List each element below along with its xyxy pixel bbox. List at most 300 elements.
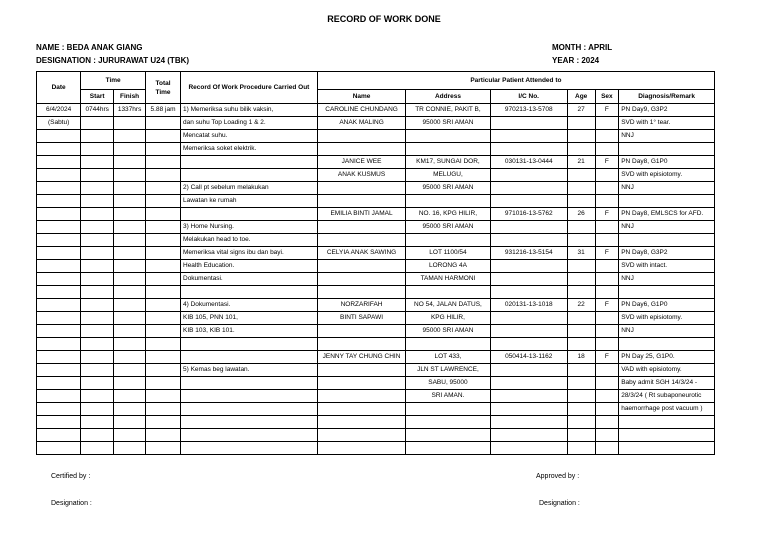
cell-address bbox=[406, 416, 490, 429]
cell-procedure bbox=[181, 429, 318, 442]
cell-ic-no: 020131-13-1018 bbox=[490, 299, 567, 312]
cell-start bbox=[81, 286, 114, 299]
table-row bbox=[37, 143, 715, 156]
header-sex: Sex bbox=[595, 90, 619, 104]
cell-total-time bbox=[146, 390, 181, 403]
cell-sex bbox=[595, 442, 619, 455]
cell-start bbox=[81, 351, 114, 364]
cell-date bbox=[37, 208, 81, 221]
staff-name: NAME : BEDA ANAK GIANG bbox=[36, 43, 143, 52]
cell-age bbox=[567, 221, 595, 234]
cell-finish bbox=[114, 221, 146, 234]
cell-sex bbox=[595, 325, 619, 338]
table-row bbox=[37, 403, 715, 416]
cell-finish bbox=[114, 117, 146, 130]
header-finish: Finish bbox=[114, 90, 146, 104]
table-row bbox=[37, 156, 715, 169]
cell-finish bbox=[114, 143, 146, 156]
table-row bbox=[37, 325, 715, 338]
cell-total-time bbox=[146, 377, 181, 390]
cell-total-time bbox=[146, 234, 181, 247]
cell-start bbox=[81, 182, 114, 195]
cell-total-time bbox=[146, 429, 181, 442]
cell-finish bbox=[114, 442, 146, 455]
cell-date bbox=[37, 260, 81, 273]
cell-age bbox=[567, 234, 595, 247]
table-row bbox=[37, 286, 715, 299]
cell-diagnosis: SVD with 1° tear. bbox=[619, 117, 715, 130]
cell-finish bbox=[114, 299, 146, 312]
cell-ic-no bbox=[490, 429, 567, 442]
cell-diagnosis: NNJ bbox=[619, 182, 715, 195]
cell-total-time bbox=[146, 442, 181, 455]
cell-total-time bbox=[146, 143, 181, 156]
header-patient-group: Particular Patient Attended to bbox=[317, 72, 714, 90]
cell-finish bbox=[114, 247, 146, 260]
cell-age bbox=[567, 169, 595, 182]
cell-start: 0744hrs bbox=[81, 104, 114, 117]
cell-ic-no bbox=[490, 182, 567, 195]
cell-age bbox=[567, 377, 595, 390]
cell-age bbox=[567, 338, 595, 351]
staff-designation: DESIGNATION : JURURAWAT U24 (TBK) bbox=[36, 56, 190, 65]
cell-patient-name bbox=[317, 195, 405, 208]
cell-finish bbox=[114, 403, 146, 416]
cell-procedure bbox=[181, 377, 318, 390]
cell-ic-no bbox=[490, 403, 567, 416]
cell-diagnosis: PN Day6, G1P0 bbox=[619, 299, 715, 312]
table-row bbox=[37, 312, 715, 325]
cell-ic-no bbox=[490, 234, 567, 247]
cell-age bbox=[567, 260, 595, 273]
cell-start bbox=[81, 377, 114, 390]
cell-finish bbox=[114, 182, 146, 195]
cell-address: KM17, SUNGAI DOR, bbox=[406, 156, 490, 169]
table-row bbox=[37, 429, 715, 442]
cell-procedure: Dokumentasi. bbox=[181, 273, 318, 286]
cell-date bbox=[37, 273, 81, 286]
cell-finish bbox=[114, 195, 146, 208]
cell-start bbox=[81, 208, 114, 221]
cell-total-time bbox=[146, 286, 181, 299]
cell-age bbox=[567, 143, 595, 156]
cell-patient-name: NORZARIFAH bbox=[317, 299, 405, 312]
cell-date bbox=[37, 351, 81, 364]
cell-total-time bbox=[146, 351, 181, 364]
cell-date bbox=[37, 403, 81, 416]
cell-finish bbox=[114, 338, 146, 351]
cell-diagnosis bbox=[619, 234, 715, 247]
cell-patient-name bbox=[317, 273, 405, 286]
cell-address bbox=[406, 234, 490, 247]
cell-address: LORONG 4A bbox=[406, 260, 490, 273]
table-row bbox=[37, 416, 715, 429]
cell-sex bbox=[595, 286, 619, 299]
cell-address bbox=[406, 338, 490, 351]
cell-patient-name bbox=[317, 390, 405, 403]
table-row bbox=[37, 234, 715, 247]
cell-ic-no bbox=[490, 273, 567, 286]
cell-procedure bbox=[181, 156, 318, 169]
cell-ic-no: 970213-13-5708 bbox=[490, 104, 567, 117]
cell-sex bbox=[595, 338, 619, 351]
header-ic-no: I/C No. bbox=[490, 90, 567, 104]
cell-date bbox=[37, 182, 81, 195]
table-row bbox=[37, 117, 715, 130]
cell-date bbox=[37, 156, 81, 169]
cell-start bbox=[81, 247, 114, 260]
cell-diagnosis: NNJ bbox=[619, 221, 715, 234]
cell-ic-no bbox=[490, 312, 567, 325]
cell-sex: F bbox=[595, 104, 619, 117]
cell-ic-no bbox=[490, 169, 567, 182]
cell-date bbox=[37, 377, 81, 390]
cell-diagnosis: NNJ bbox=[619, 130, 715, 143]
cell-address: TAMAN HARMONI bbox=[406, 273, 490, 286]
cell-total-time bbox=[146, 169, 181, 182]
cell-address bbox=[406, 195, 490, 208]
cell-sex bbox=[595, 182, 619, 195]
approved-by-label: Approved by : bbox=[536, 473, 580, 480]
cell-address: 95000 SRI AMAN bbox=[406, 325, 490, 338]
cell-age: 27 bbox=[567, 104, 595, 117]
cell-patient-name: JANICE WEE bbox=[317, 156, 405, 169]
cell-total-time bbox=[146, 364, 181, 377]
cell-sex bbox=[595, 234, 619, 247]
cell-diagnosis: NNJ bbox=[619, 273, 715, 286]
cell-procedure bbox=[181, 169, 318, 182]
cell-address: NO 54, JALAN DATUS, bbox=[406, 299, 490, 312]
page-title: RECORD OF WORK DONE bbox=[327, 14, 441, 24]
cell-ic-no bbox=[490, 442, 567, 455]
cell-date: 6/4/2024 bbox=[37, 104, 81, 117]
table-row bbox=[37, 442, 715, 455]
header-diagnosis: Diagnosis/Remark bbox=[619, 90, 715, 104]
cell-procedure bbox=[181, 351, 318, 364]
cell-age bbox=[567, 182, 595, 195]
cell-ic-no bbox=[490, 117, 567, 130]
cell-total-time bbox=[146, 403, 181, 416]
cell-date bbox=[37, 286, 81, 299]
cell-date bbox=[37, 312, 81, 325]
cell-start bbox=[81, 260, 114, 273]
cell-total-time bbox=[146, 182, 181, 195]
cell-finish bbox=[114, 260, 146, 273]
cell-ic-no bbox=[490, 195, 567, 208]
cell-date bbox=[37, 442, 81, 455]
cell-patient-name bbox=[317, 182, 405, 195]
cell-ic-no: 030131-13-0444 bbox=[490, 156, 567, 169]
table-row bbox=[37, 377, 715, 390]
cell-start bbox=[81, 156, 114, 169]
cell-age bbox=[567, 429, 595, 442]
cell-total-time bbox=[146, 195, 181, 208]
cell-date bbox=[37, 429, 81, 442]
cell-diagnosis bbox=[619, 338, 715, 351]
cell-ic-no bbox=[490, 130, 567, 143]
cell-ic-no bbox=[490, 325, 567, 338]
cell-total-time bbox=[146, 416, 181, 429]
cell-start bbox=[81, 403, 114, 416]
cell-finish bbox=[114, 169, 146, 182]
cell-finish bbox=[114, 208, 146, 221]
cell-age: 26 bbox=[567, 208, 595, 221]
cell-start bbox=[81, 169, 114, 182]
cell-address: TR CONNIE, PAKIT B, bbox=[406, 104, 490, 117]
cell-patient-name: JENNY TAY CHUNG CHIN bbox=[317, 351, 405, 364]
cell-sex bbox=[595, 143, 619, 156]
table-row bbox=[37, 260, 715, 273]
table-row bbox=[37, 221, 715, 234]
cell-address: LOT 1100/54 bbox=[406, 247, 490, 260]
cell-date bbox=[37, 299, 81, 312]
cell-sex bbox=[595, 221, 619, 234]
cell-diagnosis: PN Day8, G3P2 bbox=[619, 247, 715, 260]
cell-age bbox=[567, 273, 595, 286]
table-row bbox=[37, 390, 715, 403]
cell-finish bbox=[114, 351, 146, 364]
cell-address: KPG HILIR, bbox=[406, 312, 490, 325]
header-patient-name: Name bbox=[317, 90, 405, 104]
cell-start bbox=[81, 364, 114, 377]
cell-diagnosis: NNJ bbox=[619, 325, 715, 338]
cell-procedure: Mencatat suhu. bbox=[181, 130, 318, 143]
cell-procedure: Memeriksa soket elektrik. bbox=[181, 143, 318, 156]
cell-age: 21 bbox=[567, 156, 595, 169]
cell-start bbox=[81, 429, 114, 442]
cell-sex bbox=[595, 429, 619, 442]
cell-ic-no: 050414-13-1162 bbox=[490, 351, 567, 364]
cell-procedure: KIB 105, PNN 101, bbox=[181, 312, 318, 325]
table-row bbox=[37, 169, 715, 182]
cell-age: 31 bbox=[567, 247, 595, 260]
cell-patient-name bbox=[317, 442, 405, 455]
cell-total-time bbox=[146, 117, 181, 130]
table-row bbox=[37, 104, 715, 117]
cell-finish bbox=[114, 273, 146, 286]
cell-procedure: KIB 103, KIB 101. bbox=[181, 325, 318, 338]
cell-date bbox=[37, 169, 81, 182]
cell-procedure: 3) Home Nursing. bbox=[181, 221, 318, 234]
cell-start bbox=[81, 117, 114, 130]
work-record-table bbox=[36, 71, 715, 455]
cell-diagnosis: PN Day8, G1P0 bbox=[619, 156, 715, 169]
cell-diagnosis: SVD with episiotomy. bbox=[619, 312, 715, 325]
cell-date bbox=[37, 143, 81, 156]
cell-patient-name bbox=[317, 325, 405, 338]
cell-diagnosis: VAD with episiotomy. bbox=[619, 364, 715, 377]
cell-age: 18 bbox=[567, 351, 595, 364]
cell-procedure: Health Education. bbox=[181, 260, 318, 273]
cell-ic-no bbox=[490, 338, 567, 351]
cell-patient-name bbox=[317, 221, 405, 234]
cell-total-time bbox=[146, 260, 181, 273]
cell-sex bbox=[595, 169, 619, 182]
cell-finish bbox=[114, 325, 146, 338]
cell-patient-name bbox=[317, 130, 405, 143]
cell-date bbox=[37, 247, 81, 260]
table-row bbox=[37, 208, 715, 221]
cell-finish bbox=[114, 390, 146, 403]
cell-finish bbox=[114, 130, 146, 143]
cell-diagnosis: Baby admit SGH 14/3/24 - bbox=[619, 377, 715, 390]
cell-ic-no bbox=[490, 390, 567, 403]
cell-ic-no: 971016-13-5762 bbox=[490, 208, 567, 221]
cell-start bbox=[81, 195, 114, 208]
cell-patient-name: ANAK MALING bbox=[317, 117, 405, 130]
cell-address bbox=[406, 130, 490, 143]
cell-ic-no bbox=[490, 286, 567, 299]
cell-address: MELUGU, bbox=[406, 169, 490, 182]
cell-date bbox=[37, 234, 81, 247]
cell-finish bbox=[114, 377, 146, 390]
cell-age bbox=[567, 325, 595, 338]
cell-age: 22 bbox=[567, 299, 595, 312]
cell-finish bbox=[114, 156, 146, 169]
cell-ic-no bbox=[490, 260, 567, 273]
table-row bbox=[37, 247, 715, 260]
cell-start bbox=[81, 234, 114, 247]
cell-patient-name bbox=[317, 429, 405, 442]
cell-ic-no bbox=[490, 377, 567, 390]
cell-patient-name bbox=[317, 338, 405, 351]
table-row bbox=[37, 338, 715, 351]
cell-finish: 1337hrs bbox=[114, 104, 146, 117]
table-row bbox=[37, 273, 715, 286]
table-row bbox=[37, 195, 715, 208]
cell-address: SABU, 95000 bbox=[406, 377, 490, 390]
cell-diagnosis: SVD with episiotomy. bbox=[619, 169, 715, 182]
cell-diagnosis bbox=[619, 286, 715, 299]
cell-procedure: dan suhu Top Loading 1 & 2. bbox=[181, 117, 318, 130]
cell-diagnosis bbox=[619, 429, 715, 442]
cell-patient-name bbox=[317, 403, 405, 416]
cell-patient-name: BINTI SAPAWI bbox=[317, 312, 405, 325]
cell-sex bbox=[595, 364, 619, 377]
cell-start bbox=[81, 299, 114, 312]
cell-address: JLN ST LAWRENCE, bbox=[406, 364, 490, 377]
header-total-time: Total Time bbox=[146, 72, 181, 104]
cell-finish bbox=[114, 429, 146, 442]
cell-total-time bbox=[146, 208, 181, 221]
cell-sex: F bbox=[595, 208, 619, 221]
header-start: Start bbox=[81, 90, 114, 104]
cell-patient-name: CAROLINE CHUNDANG bbox=[317, 104, 405, 117]
cell-age bbox=[567, 442, 595, 455]
cell-finish bbox=[114, 312, 146, 325]
cell-patient-name bbox=[317, 286, 405, 299]
table-row bbox=[37, 364, 715, 377]
cell-age bbox=[567, 390, 595, 403]
cell-diagnosis bbox=[619, 143, 715, 156]
designation-left-label: Designation : bbox=[51, 500, 92, 507]
cell-sex: F bbox=[595, 247, 619, 260]
cell-start bbox=[81, 143, 114, 156]
certified-by-label: Certified by : bbox=[51, 473, 91, 480]
cell-total-time: 5.88 jam bbox=[146, 104, 181, 117]
cell-total-time bbox=[146, 325, 181, 338]
header-address: Address bbox=[406, 90, 490, 104]
cell-diagnosis: haemorrhage post vacuum ) bbox=[619, 403, 715, 416]
header-time: Time bbox=[81, 72, 146, 90]
cell-ic-no bbox=[490, 221, 567, 234]
cell-start bbox=[81, 325, 114, 338]
cell-procedure: 4) Dokumentasi. bbox=[181, 299, 318, 312]
cell-patient-name: CELYIA ANAK SAWING bbox=[317, 247, 405, 260]
cell-sex bbox=[595, 403, 619, 416]
cell-patient-name bbox=[317, 234, 405, 247]
cell-start bbox=[81, 416, 114, 429]
cell-age bbox=[567, 286, 595, 299]
cell-ic-no bbox=[490, 364, 567, 377]
cell-sex: F bbox=[595, 351, 619, 364]
designation-right-label: Designation : bbox=[539, 500, 580, 507]
cell-procedure: Lawatan ke rumah bbox=[181, 195, 318, 208]
cell-age bbox=[567, 416, 595, 429]
cell-age bbox=[567, 364, 595, 377]
table-row bbox=[37, 299, 715, 312]
cell-finish bbox=[114, 364, 146, 377]
cell-patient-name bbox=[317, 377, 405, 390]
cell-date bbox=[37, 221, 81, 234]
cell-address: 95000 SRI AMAN bbox=[406, 182, 490, 195]
cell-start bbox=[81, 130, 114, 143]
cell-patient-name bbox=[317, 260, 405, 273]
cell-total-time bbox=[146, 338, 181, 351]
cell-diagnosis bbox=[619, 195, 715, 208]
cell-patient-name bbox=[317, 416, 405, 429]
cell-procedure: Memeriksa vital signs ibu dan bayi. bbox=[181, 247, 318, 260]
cell-total-time bbox=[146, 247, 181, 260]
cell-address: LOT 433, bbox=[406, 351, 490, 364]
cell-sex bbox=[595, 390, 619, 403]
cell-ic-no bbox=[490, 143, 567, 156]
cell-ic-no bbox=[490, 416, 567, 429]
cell-finish bbox=[114, 286, 146, 299]
cell-sex: F bbox=[595, 156, 619, 169]
cell-diagnosis bbox=[619, 416, 715, 429]
cell-total-time bbox=[146, 130, 181, 143]
cell-sex bbox=[595, 117, 619, 130]
cell-start bbox=[81, 390, 114, 403]
report-year: YEAR : 2024 bbox=[552, 56, 600, 65]
cell-finish bbox=[114, 234, 146, 247]
header-age: Age bbox=[567, 90, 595, 104]
cell-patient-name bbox=[317, 143, 405, 156]
cell-age bbox=[567, 130, 595, 143]
cell-total-time bbox=[146, 312, 181, 325]
table-row bbox=[37, 182, 715, 195]
cell-diagnosis: PN Day9, G3P2 bbox=[619, 104, 715, 117]
cell-age bbox=[567, 403, 595, 416]
header-procedure: Record Of Work Procedure Carried Out bbox=[181, 72, 318, 104]
cell-procedure: Melakukan head to toe. bbox=[181, 234, 318, 247]
cell-total-time bbox=[146, 221, 181, 234]
cell-start bbox=[81, 221, 114, 234]
cell-ic-no: 931216-13-5154 bbox=[490, 247, 567, 260]
cell-date bbox=[37, 325, 81, 338]
cell-procedure: 1) Memeriksa suhu bilik vaksin, bbox=[181, 104, 318, 117]
cell-age bbox=[567, 195, 595, 208]
cell-address: 95000 SRI AMAN bbox=[406, 221, 490, 234]
cell-procedure: 5) Kemas beg lawatan. bbox=[181, 364, 318, 377]
cell-age bbox=[567, 117, 595, 130]
cell-address bbox=[406, 442, 490, 455]
cell-procedure bbox=[181, 403, 318, 416]
cell-date bbox=[37, 130, 81, 143]
cell-date bbox=[37, 195, 81, 208]
cell-start bbox=[81, 442, 114, 455]
